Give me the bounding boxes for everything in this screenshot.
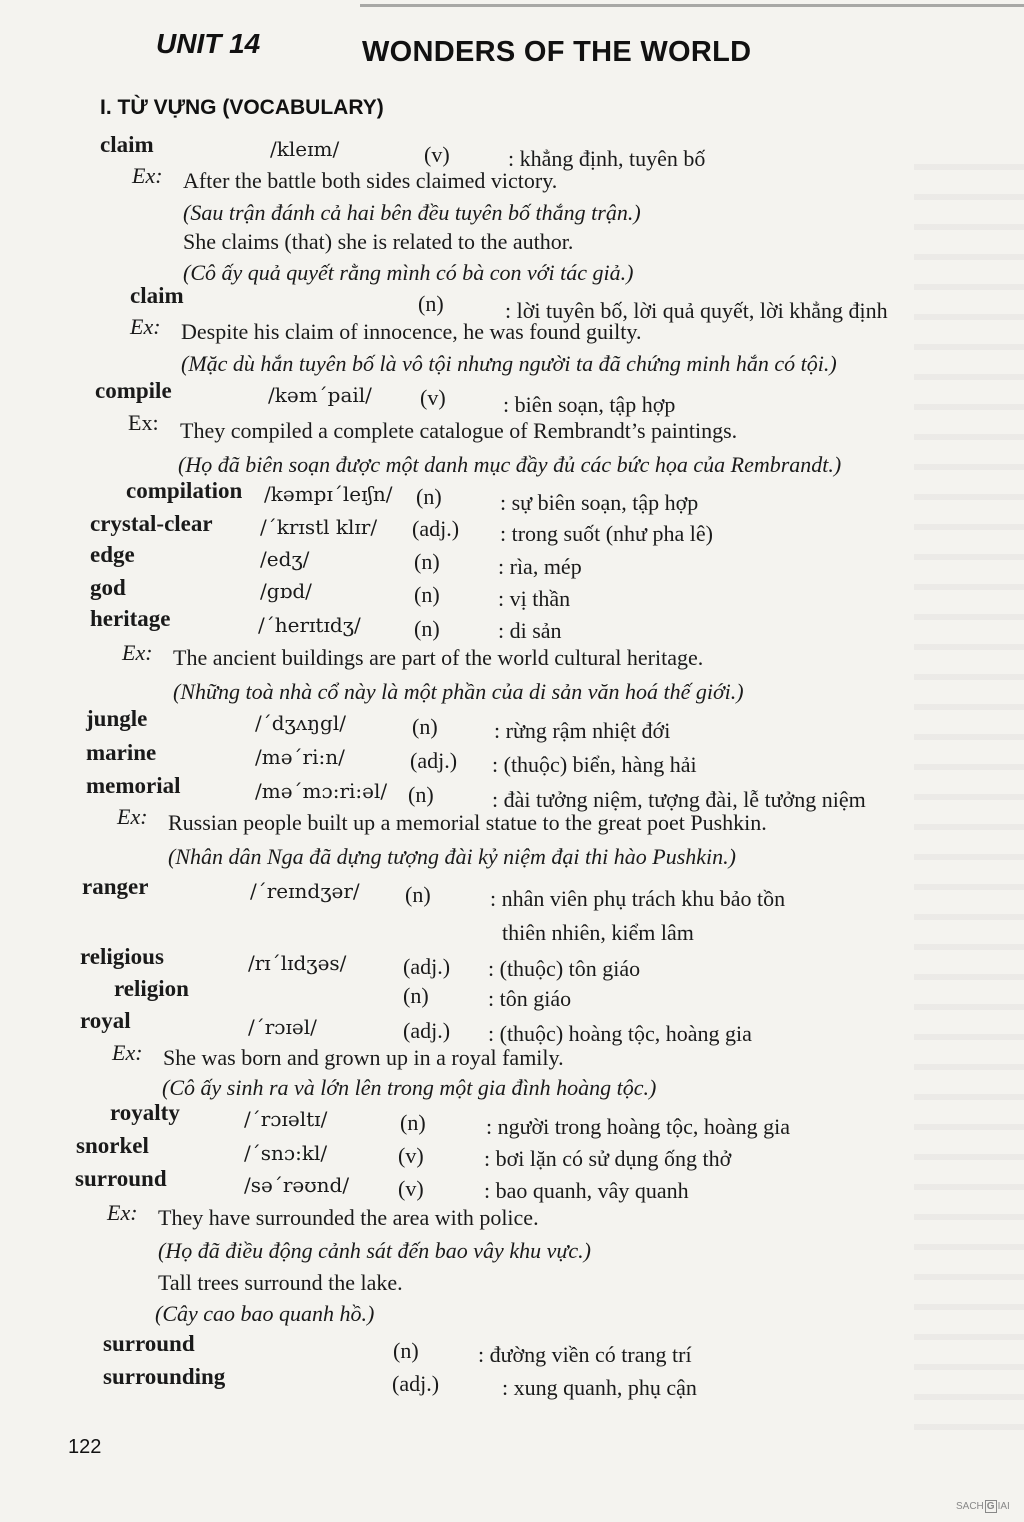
example-sentence: Despite his claim of innocence, he was found guilty. bbox=[181, 319, 642, 344]
vocab-word: compile bbox=[95, 378, 172, 403]
vocab-meaning: : bơi lặn có sử dụng ống thở bbox=[484, 1146, 732, 1171]
vocab-word: claim bbox=[100, 132, 154, 157]
vocab-ipa: /kleɪm/ bbox=[270, 137, 340, 161]
vocab-word: ranger bbox=[82, 874, 149, 899]
vocab-meaning: : rừng rậm nhiệt đới bbox=[494, 718, 671, 743]
unit-label: UNIT 14 bbox=[156, 28, 261, 59]
bleed-through-shadow bbox=[914, 140, 1024, 1430]
vocab-pos: (adj.) bbox=[392, 1371, 440, 1396]
vocab-meaning: : đường viền có trang trí bbox=[478, 1342, 692, 1367]
vocab-meaning: : bao quanh, vây quanh bbox=[484, 1178, 689, 1203]
vocab-meaning: : (thuộc) tôn giáo bbox=[488, 956, 641, 981]
vocab-pos: (n) bbox=[393, 1338, 419, 1363]
vocab-pos: (adj.) bbox=[412, 516, 460, 541]
example-label: Ex: bbox=[117, 804, 148, 829]
vocab-ipa: /mə´mɔ:ri:əl/ bbox=[255, 779, 388, 803]
vocab-word: royalty bbox=[110, 1100, 180, 1125]
vocab-pos: (n) bbox=[414, 582, 440, 607]
example-translation: (Sau trận đánh cả hai bên đều tuyên bố thắng trận.) bbox=[183, 200, 641, 225]
vocab-ipa: /mə´ri:n/ bbox=[255, 745, 345, 769]
vocab-pos: (n) bbox=[418, 291, 444, 316]
vocab-word: crystal-clear bbox=[90, 511, 213, 536]
vocab-pos: (n) bbox=[403, 983, 429, 1008]
vocab-meaning: : (thuộc) biển, hàng hải bbox=[492, 752, 697, 777]
page-number: 122 bbox=[68, 1436, 102, 1458]
vocab-meaning: : vị thần bbox=[498, 586, 571, 611]
example-translation: (Họ đã điều động cảnh sát đến bao vây khu vực.) bbox=[158, 1238, 591, 1263]
vocab-word: marine bbox=[86, 740, 157, 765]
vocab-ipa: /´rɔɪəltɪ/ bbox=[244, 1107, 328, 1131]
vocab-ipa: /´reɪndʒər/ bbox=[250, 879, 360, 903]
vocab-ipa: /edʒ/ bbox=[260, 547, 310, 571]
vocab-meaning: : tôn giáo bbox=[488, 986, 572, 1011]
vocab-pos: (v) bbox=[424, 142, 450, 167]
example-label: Ex: bbox=[107, 1200, 138, 1225]
example-sentence: Russian people built up a memorial statue to the great poet Pushkin. bbox=[168, 810, 767, 835]
vocab-pos: (n) bbox=[400, 1110, 426, 1135]
vocab-pos: (adj.) bbox=[410, 748, 458, 773]
vocab-pos: (adj.) bbox=[403, 954, 451, 979]
vocab-word: compilation bbox=[126, 478, 243, 503]
example-sentence: She was born and grown up in a royal family. bbox=[163, 1045, 564, 1070]
vocab-meaning: : nhân viên phụ trách khu bảo tồn bbox=[490, 886, 786, 911]
vocab-meaning: : sự biên soạn, tập hợp bbox=[500, 490, 699, 515]
example-sentence: She claims (that) she is related to the author. bbox=[183, 229, 574, 254]
vocab-word: royal bbox=[80, 1008, 131, 1033]
vocab-ipa: /´herɪtɪdʒ/ bbox=[258, 613, 361, 637]
vocab-ipa: /´dʒʌŋgl/ bbox=[255, 711, 346, 735]
example-label: Ex: bbox=[132, 163, 163, 188]
vocab-pos: (n) bbox=[412, 714, 438, 739]
example-translation: (Cây cao bao quanh hồ.) bbox=[155, 1301, 375, 1326]
vocab-meaning: : đài tưởng niệm, tượng đài, lễ tưởng niệm bbox=[492, 787, 866, 812]
vocab-word: religious bbox=[80, 944, 164, 969]
vocab-meaning: : di sản bbox=[498, 618, 562, 643]
vocab-pos: (v) bbox=[398, 1176, 424, 1201]
vocab-meaning: : xung quanh, phụ cận bbox=[502, 1375, 697, 1400]
vocab-meaning-cont: thiên nhiên, kiểm lâm bbox=[502, 920, 694, 945]
example-translation: (Cô ấy quả quyết rằng mình có bà con với tác giả.) bbox=[183, 260, 634, 285]
vocab-meaning: : lời tuyên bố, lời quả quyết, lời khẳng định bbox=[505, 298, 888, 323]
vocab-word: edge bbox=[90, 542, 135, 567]
example-translation: (Nhân dân Nga đã dựng tượng đài kỷ niệm đại thi hào Pushkin.) bbox=[168, 844, 736, 869]
vocab-word: surround bbox=[103, 1331, 195, 1356]
example-translation: (Họ đã biên soạn được một danh mục đầy đủ các bức họa của Rembrandt.) bbox=[178, 452, 842, 477]
vocab-pos: (n) bbox=[416, 484, 442, 509]
vocab-pos: (v) bbox=[420, 385, 446, 410]
section-title: I. TỪ VỰNG (VOCABULARY) bbox=[100, 96, 384, 119]
vocab-ipa: /sə´rəʊnd/ bbox=[244, 1173, 350, 1197]
example-sentence: They have surrounded the area with police. bbox=[158, 1205, 539, 1230]
vocab-meaning: : khẳng định, tuyên bố bbox=[508, 146, 706, 171]
vocab-ipa: /gɒd/ bbox=[260, 579, 312, 603]
vocab-ipa: /rɪ´lɪdʒəs/ bbox=[248, 951, 347, 975]
example-sentence: They compiled a complete catalogue of Rembrandt’s paintings. bbox=[180, 418, 738, 443]
vocab-pos: (n) bbox=[414, 549, 440, 574]
vocab-ipa: /´krɪstl klɪr/ bbox=[260, 515, 378, 539]
vocab-ipa: /´snɔ:kl/ bbox=[244, 1141, 328, 1165]
example-translation: (Cô ấy sinh ra và lớn lên trong một gia đình hoàng tộc.) bbox=[162, 1075, 657, 1100]
example-sentence: Tall trees surround the lake. bbox=[158, 1270, 403, 1295]
vocab-meaning: : trong suốt (như pha lê) bbox=[500, 521, 713, 546]
vocab-word: claim bbox=[130, 283, 184, 308]
vocab-meaning: : biên soạn, tập hợp bbox=[503, 392, 676, 417]
example-sentence: After the battle both sides claimed victory. bbox=[183, 168, 558, 193]
vocab-word: snorkel bbox=[76, 1133, 149, 1158]
unit-title: WONDERS OF THE WORLD bbox=[362, 36, 752, 68]
vocab-word: surrounding bbox=[103, 1364, 226, 1389]
vocab-ipa: /´rɔɪəl/ bbox=[248, 1015, 317, 1039]
example-label: Ex: bbox=[122, 640, 153, 665]
vocab-pos: (n) bbox=[408, 782, 434, 807]
example-sentence: The ancient buildings are part of the world cultural heritage. bbox=[173, 645, 704, 670]
vocab-word: jungle bbox=[86, 706, 148, 731]
vocab-ipa: /kəm´pail/ bbox=[268, 383, 372, 407]
vocab-word: memorial bbox=[86, 773, 181, 798]
vocab-pos: (n) bbox=[405, 882, 431, 907]
watermark-logo: SACH G IAI bbox=[956, 1501, 1010, 1512]
example-label: Ex: bbox=[112, 1040, 143, 1065]
vocab-meaning: : rìa, mép bbox=[498, 554, 582, 579]
example-label: Ex: bbox=[128, 410, 159, 435]
example-label: Ex: bbox=[130, 314, 161, 339]
example-translation: (Mặc dù hắn tuyên bố là vô tội nhưng người ta đã chứng minh hắn có tội.) bbox=[181, 351, 837, 376]
vocab-meaning: : (thuộc) hoàng tộc, hoàng gia bbox=[488, 1021, 752, 1046]
vocab-ipa: /kəmpɪ´leɪʃn/ bbox=[264, 482, 393, 506]
vocab-word: surround bbox=[75, 1166, 167, 1191]
vocab-word: god bbox=[90, 575, 126, 600]
example-translation: (Những toà nhà cổ này là một phần của di sản văn hoá thế giới.) bbox=[173, 679, 744, 704]
vocab-word: religion bbox=[114, 976, 189, 1001]
vocab-meaning: : người trong hoàng tộc, hoàng gia bbox=[486, 1114, 791, 1139]
vocab-pos: (n) bbox=[414, 616, 440, 641]
vocab-pos: (adj.) bbox=[403, 1018, 451, 1043]
vocab-word: heritage bbox=[90, 606, 171, 631]
scan-edge-line bbox=[360, 4, 1024, 7]
vocab-pos: (v) bbox=[398, 1143, 424, 1168]
